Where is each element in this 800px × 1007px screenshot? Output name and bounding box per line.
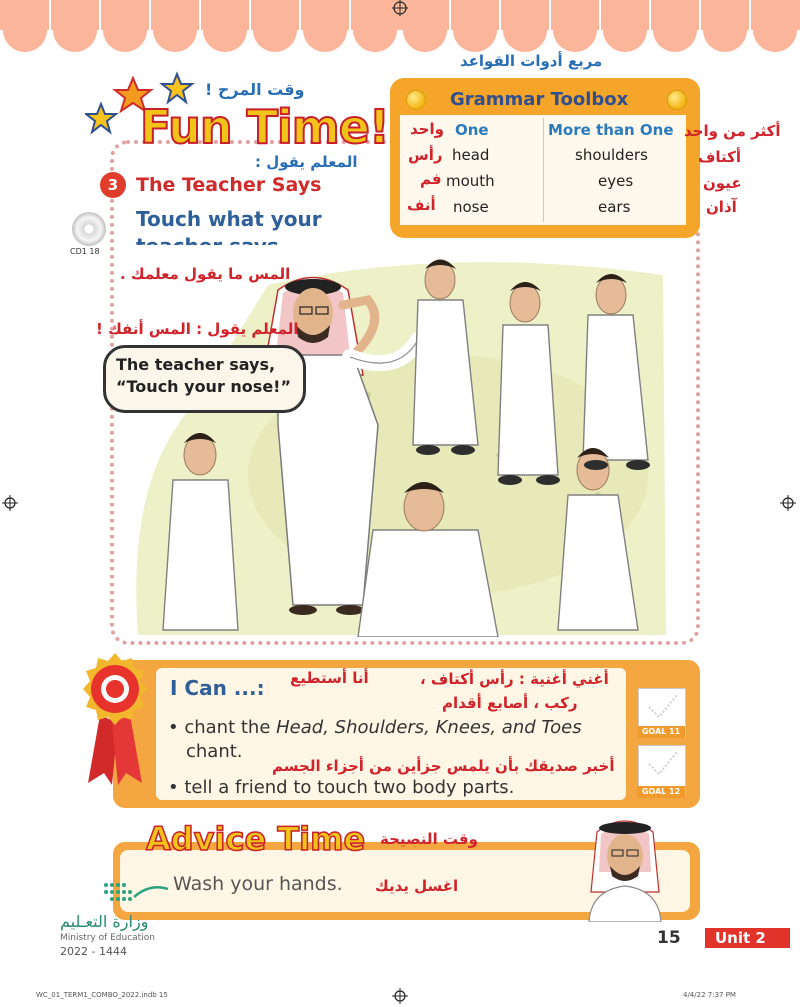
i-can-title: I Can ...: [170,676,265,700]
cell-one: head [452,146,490,164]
ministry-year: 2022 - 1444 [60,945,127,958]
arabic-mouth: فم [420,170,442,188]
toolbox-arabic-label: مربع أدوات القواعد [460,52,603,70]
unit-tag: Unit 2 [705,928,790,948]
column-header-one: One [455,121,489,139]
i-can-arabic-item1: أغني أغنية : رأس أكتاف ، [420,670,609,688]
section-number: 3 [100,172,126,198]
bubble-line: “Touch your nose!” [116,377,291,396]
registration-mark-icon [780,495,796,511]
registration-mark-icon [392,988,408,1004]
grammar-toolbox-title: Grammar Toolbox [450,89,629,110]
cell-one: nose [453,198,489,216]
arabic-shoulders: أكتاف [698,148,742,166]
i-can-arabic-item2: أخبر صديقك بأن يلمس جزأين من أجزاء الجسم [272,757,615,775]
teacher-portrait [585,812,665,922]
section-arabic-title: المعلم يقول : [255,153,358,171]
advice-arabic-text: اغسل يديك [375,877,459,895]
section-title: The Teacher Says [136,174,322,196]
arabic-nose: أنف [407,196,436,214]
cell-one: mouth [446,172,495,190]
section-instruction: Touch what your [136,207,322,231]
fun-time-title: Fun Time! [140,100,389,154]
bullet: • [168,777,185,798]
ball-icon [406,90,426,110]
check-icon [639,746,685,782]
scene-arabic-caption: المعلم يقول : المس أنفك ! [96,320,299,338]
check-icon [639,689,685,725]
arabic-ears: آذان [706,198,737,216]
advice-title: Advice Time [146,820,366,858]
i-can-arabic-title: أنا أستطيع [290,669,369,687]
item-text: tell a friend to touch two body parts. [184,777,515,798]
ministry-arabic-name: وزارة التعـليم [60,912,149,931]
item-text-cont: chant. [186,741,243,762]
audio-cd-icon[interactable] [72,212,106,246]
bullet: • [168,717,185,738]
registration-mark-icon [2,495,18,511]
teacher-says-illustration [118,245,670,637]
ball-icon [667,90,687,110]
scalloped-banner [0,0,800,60]
arabic-more-header: أكثر من واحد [684,122,781,140]
goal-tag: GOAL 11 [637,726,685,738]
ministry-english-name: Ministry of Education [60,933,155,943]
arabic-head: رأس [408,146,443,164]
ministry-logo-icon [100,875,170,911]
cd-track-label: CD1 18 [70,247,100,256]
advice-arabic-title: وقت النصيحة [380,830,478,848]
instruction-arabic: المس ما يقول معلمك . [120,265,291,283]
page-number: 15 [657,928,681,948]
arabic-one-header: واحد [410,120,444,138]
cell-more: shoulders [575,146,648,164]
cell-more: eyes [598,172,634,190]
i-can-item [168,776,628,800]
print-slug-right: 4/4/22 7:37 PM [683,991,736,999]
i-can-arabic-item1-line2: ركب ، أصابع أقدام [442,694,578,712]
speech-bubble [103,345,306,413]
advice-text: Wash your hands. [173,873,343,895]
print-slug-left: WC_01_TERM1_COMBO_2022.indb 15 [36,991,168,999]
cell-more: ears [598,198,631,216]
column-divider [543,118,544,222]
arabic-eyes: عيون [703,174,742,192]
fun-time-arabic: وقت المرح ! [205,80,305,99]
goal-tag: GOAL 12 [637,786,685,798]
column-header-more: More than One [548,121,674,139]
award-ribbon-icon [70,645,160,790]
item-text: chant the [184,717,277,738]
bubble-line: The teacher says, [116,355,276,374]
chant-name: Head, Shoulders, Knees, and Toes [276,717,582,738]
